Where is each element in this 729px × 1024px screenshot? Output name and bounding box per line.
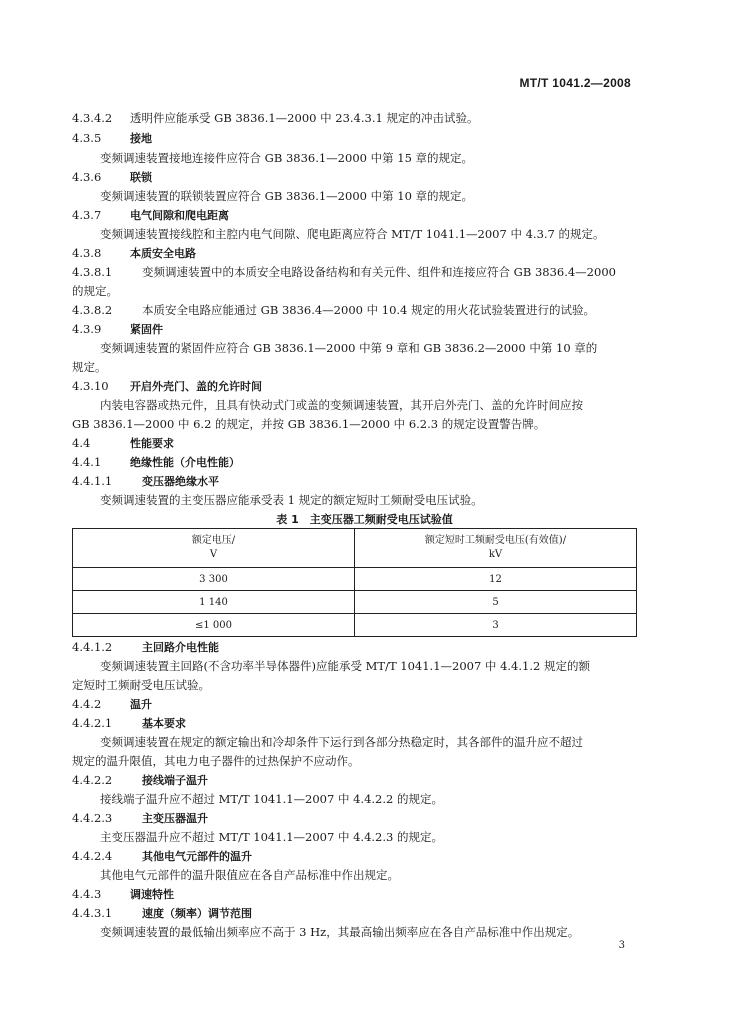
header-unit: V xyxy=(209,549,218,560)
clause-4-4-1-1 xyxy=(72,474,633,489)
clause-heading: 基本要求 xyxy=(142,717,186,730)
clause-number: 4.3.9 xyxy=(72,322,102,336)
paragraph-line: 变频调速装置的最低输出频率应不高于 3 Hz，其最高输出频率应在各自产品标准中作出规定。 xyxy=(100,925,580,939)
clause-heading: 联锁 xyxy=(130,171,152,184)
paragraph-line: GB 3836.1—2000 中 6.2 的规定，并按 GB 3836.1—2000 中 6.2.3 的规定设置警告牌。 xyxy=(72,417,546,431)
clause-number: 4.4.3.1 xyxy=(72,906,113,920)
clause-4-3-7 xyxy=(72,208,633,223)
clause-heading: 其他电气元部件的温升 xyxy=(142,850,252,863)
clause-4-4 xyxy=(72,436,633,451)
clause-4-4-2-3 xyxy=(72,811,633,826)
clause-4-4-1 xyxy=(72,455,633,470)
clause-heading: 电气间隙和爬电距离 xyxy=(130,209,229,222)
clause-text: 本质安全电路应能通过 GB 3836.4—2000 中 10.4 规定的用火花试验装置进行的试验。 xyxy=(142,303,596,317)
clause-heading: 调速特性 xyxy=(130,888,174,901)
rated-voltage-cell: 3 300 xyxy=(73,568,355,591)
clause-heading: 接线端子温升 xyxy=(142,774,208,787)
table-row xyxy=(73,568,637,591)
paragraph-line: 其他电气元部件的温升限值应在各自产品标准中作出规定。 xyxy=(100,868,399,882)
clause-4-3-9 xyxy=(72,322,633,337)
clause-4-4-2-2 xyxy=(72,773,633,788)
clause-4-3-8-2 xyxy=(72,303,633,317)
paragraph-line: 变频调速装置主回路(不含功率半导体器件)应能承受 MT/T 1041.1—2007 中 4.4.1.2 规定的额 xyxy=(100,659,590,673)
withstand-voltage-table xyxy=(72,528,637,637)
header-text: 额定短时工频耐受电压(有效值)/ xyxy=(424,535,567,546)
clause-heading: 变压器绝缘水平 xyxy=(142,475,219,488)
withstand-voltage-header xyxy=(355,529,637,568)
paragraph-line: 的规定。 xyxy=(72,284,118,298)
clause-4-3-6 xyxy=(72,170,633,185)
rated-voltage-cell: 1 140 xyxy=(73,591,355,614)
paragraph-line: 规定。 xyxy=(72,360,107,374)
clause-4-4-2-4 xyxy=(72,849,633,864)
clause-number: 4.3.8.1 xyxy=(72,265,113,279)
clause-number: 4.4.2.1 xyxy=(72,716,113,730)
clause-number: 4.4.1.1 xyxy=(72,474,113,488)
paragraph-line: 内装电容器或热元件，且具有快动式门或盖的变频调速装置，其开启外壳门、盖的允许时间应按 xyxy=(100,398,583,412)
clause-text: 变频调速装置中的本质安全电路设备结构和有关元件、组件和连接应符合 GB 3836.4—2000 xyxy=(142,265,616,279)
paragraph-line: 变频调速装置接地连接件应符合 GB 3836.1—2000 中第 15 章的规定。 xyxy=(100,151,474,165)
clause-number: 4.4.3 xyxy=(72,887,102,901)
paragraph-line: 变频调速装置接线腔和主腔内电气间隙、爬电距离应符合 MT/T 1041.1—2007 中 4.3.7 的规定。 xyxy=(100,227,605,241)
table-row xyxy=(73,614,637,637)
clause-heading: 速度（频率）调节范围 xyxy=(142,907,252,920)
clause-4-3-10 xyxy=(72,379,633,394)
clause-4-4-2 xyxy=(72,697,633,712)
rated-voltage-header xyxy=(73,529,355,568)
clause-number: 4.4.2.3 xyxy=(72,811,113,825)
clause-heading: 绝缘性能（介电性能） xyxy=(130,456,240,469)
paragraph-line: 变频调速装置在规定的额定输出和冷却条件下运行到各部分热稳定时，其各部件的温升应不超过 xyxy=(100,735,583,749)
paragraph-line: 变频调速装置的联锁装置应符合 GB 3836.1—2000 中第 10 章的规定。 xyxy=(100,189,474,203)
clause-number: 4.3.10 xyxy=(72,379,109,393)
table-row xyxy=(73,591,637,614)
clause-number: 4.4 xyxy=(72,436,91,450)
clause-heading: 本质安全电路 xyxy=(130,247,196,260)
clause-4-4-2-1 xyxy=(72,716,633,731)
clause-number: 4.4.1 xyxy=(72,455,102,469)
clause-heading: 接地 xyxy=(130,132,152,145)
clause-4-3-8-1 xyxy=(72,265,633,279)
clause-heading: 性能要求 xyxy=(130,437,174,450)
clause-number: 4.3.8.2 xyxy=(72,303,113,317)
clause-heading: 主变压器温升 xyxy=(142,812,208,825)
clause-number: 4.3.8 xyxy=(72,246,102,260)
clause-number: 4.3.7 xyxy=(72,208,102,222)
paragraph-line: 接线端子温升应不超过 MT/T 1041.1—2007 中 4.4.2.2 的规定。 xyxy=(100,792,444,806)
paragraph-line: 变频调速装置的紧固件应符合 GB 3836.1—2000 中第 9 章和 GB 3836.2—2000 中第 10 章的 xyxy=(100,341,598,355)
header-unit: kV xyxy=(488,549,503,560)
clause-4-3-4-2 xyxy=(72,111,633,125)
standard-code: MT/T 1041.2—2008 xyxy=(519,76,631,90)
clause-text: 透明件应能承受 GB 3836.1—2000 中 23.4.3.1 规定的冲击试验。 xyxy=(130,111,479,125)
clause-heading: 开启外壳门、盖的允许时间 xyxy=(130,380,262,393)
clause-heading: 温升 xyxy=(130,698,152,711)
table-header-row xyxy=(73,529,637,568)
paragraph-line: 主变压器温升应不超过 MT/T 1041.1—2007 中 4.4.2.3 的规定。 xyxy=(100,830,444,844)
clause-number: 4.3.4.2 xyxy=(72,111,113,125)
clause-heading: 主回路介电性能 xyxy=(142,641,219,654)
clause-4-4-3 xyxy=(72,887,633,902)
table-caption: 表 1 主变压器工频耐受电压试验值 xyxy=(276,513,453,526)
clause-number: 4.4.2 xyxy=(72,697,102,711)
clause-4-4-3-1 xyxy=(72,906,633,921)
clause-heading: 紧固件 xyxy=(130,323,163,336)
clause-4-3-5 xyxy=(72,131,633,146)
clause-number: 4.4.2.2 xyxy=(72,773,113,787)
withstand-voltage-cell: 12 xyxy=(355,568,637,591)
clause-number: 4.3.5 xyxy=(72,131,102,145)
paragraph-line: 规定的温升限值，其电力电子器件的过热保护不应动作。 xyxy=(72,754,360,768)
clause-4-4-1-2 xyxy=(72,640,633,655)
header-text: 额定电压/ xyxy=(191,535,236,546)
paragraph-line: 变频调速装置的主变压器应能承受表 1 规定的额定短时工频耐受电压试验。 xyxy=(100,493,483,507)
rated-voltage-cell: ≤1 000 xyxy=(73,614,355,637)
clause-number: 4.3.6 xyxy=(72,170,102,184)
paragraph-line: 定短时工频耐受电压试验。 xyxy=(72,678,210,692)
page-number: 3 xyxy=(618,940,625,951)
clause-4-3-8 xyxy=(72,246,633,261)
clause-number: 4.4.2.4 xyxy=(72,849,113,863)
withstand-voltage-cell: 3 xyxy=(355,614,637,637)
withstand-voltage-cell: 5 xyxy=(355,591,637,614)
clause-number: 4.4.1.2 xyxy=(72,640,113,654)
